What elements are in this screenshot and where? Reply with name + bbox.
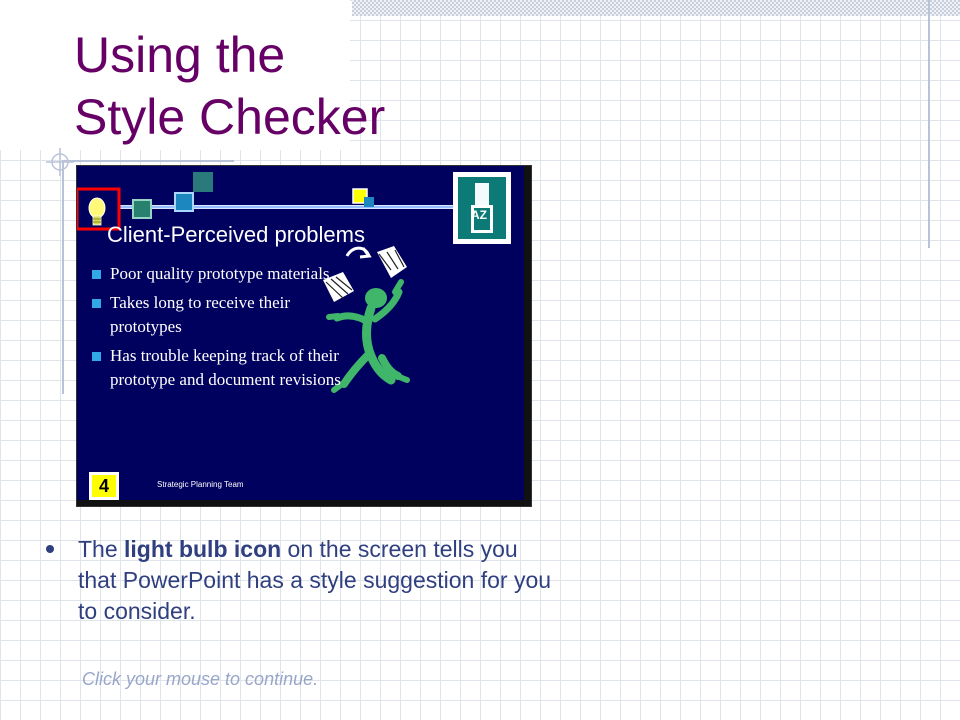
caption-suffix: on the screen tells you that PowerPoint has a style suggestion for you to consider. xyxy=(78,536,552,624)
left-guide-line xyxy=(62,160,64,394)
title-underline xyxy=(62,160,234,162)
crosshair-icon xyxy=(46,148,74,176)
screenshot-slide-heading: Client-Perceived problems xyxy=(107,222,365,247)
screenshot-bullet-list xyxy=(92,262,352,397)
slide-title: Using the Style Checker xyxy=(74,27,386,145)
screenshot-bullet xyxy=(92,262,352,286)
screenshot-bullet xyxy=(92,344,352,392)
caption-text xyxy=(78,534,558,627)
right-guide-line xyxy=(928,0,930,248)
az-logo-label: AZ xyxy=(471,208,487,222)
square-bullet-icon xyxy=(92,270,101,279)
top-pattern-strip xyxy=(352,0,960,16)
screenshot-bullet xyxy=(92,291,352,339)
square-bullet-icon xyxy=(92,352,101,361)
screenshot-bullet-text: Poor quality prototype materials xyxy=(110,264,330,283)
caption-highlight: light bulb icon xyxy=(124,536,282,562)
caption-bullet-icon xyxy=(46,545,54,553)
powerpoint-screenshot xyxy=(77,166,531,506)
screenshot-bullet-text: Takes long to receive their prototypes xyxy=(110,293,291,336)
screenshot-bullet-text: Has trouble keeping track of their prototype and document revisions xyxy=(110,346,341,389)
caption-prefix: The xyxy=(78,536,125,562)
square-bullet-icon xyxy=(92,299,101,308)
slide-number-badge: 4 xyxy=(89,472,119,500)
caption-bullet-item xyxy=(46,534,566,627)
continue-prompt: Click your mouse to continue. xyxy=(82,669,319,689)
slide-footer-text: Strategic Planning Team xyxy=(157,480,244,489)
